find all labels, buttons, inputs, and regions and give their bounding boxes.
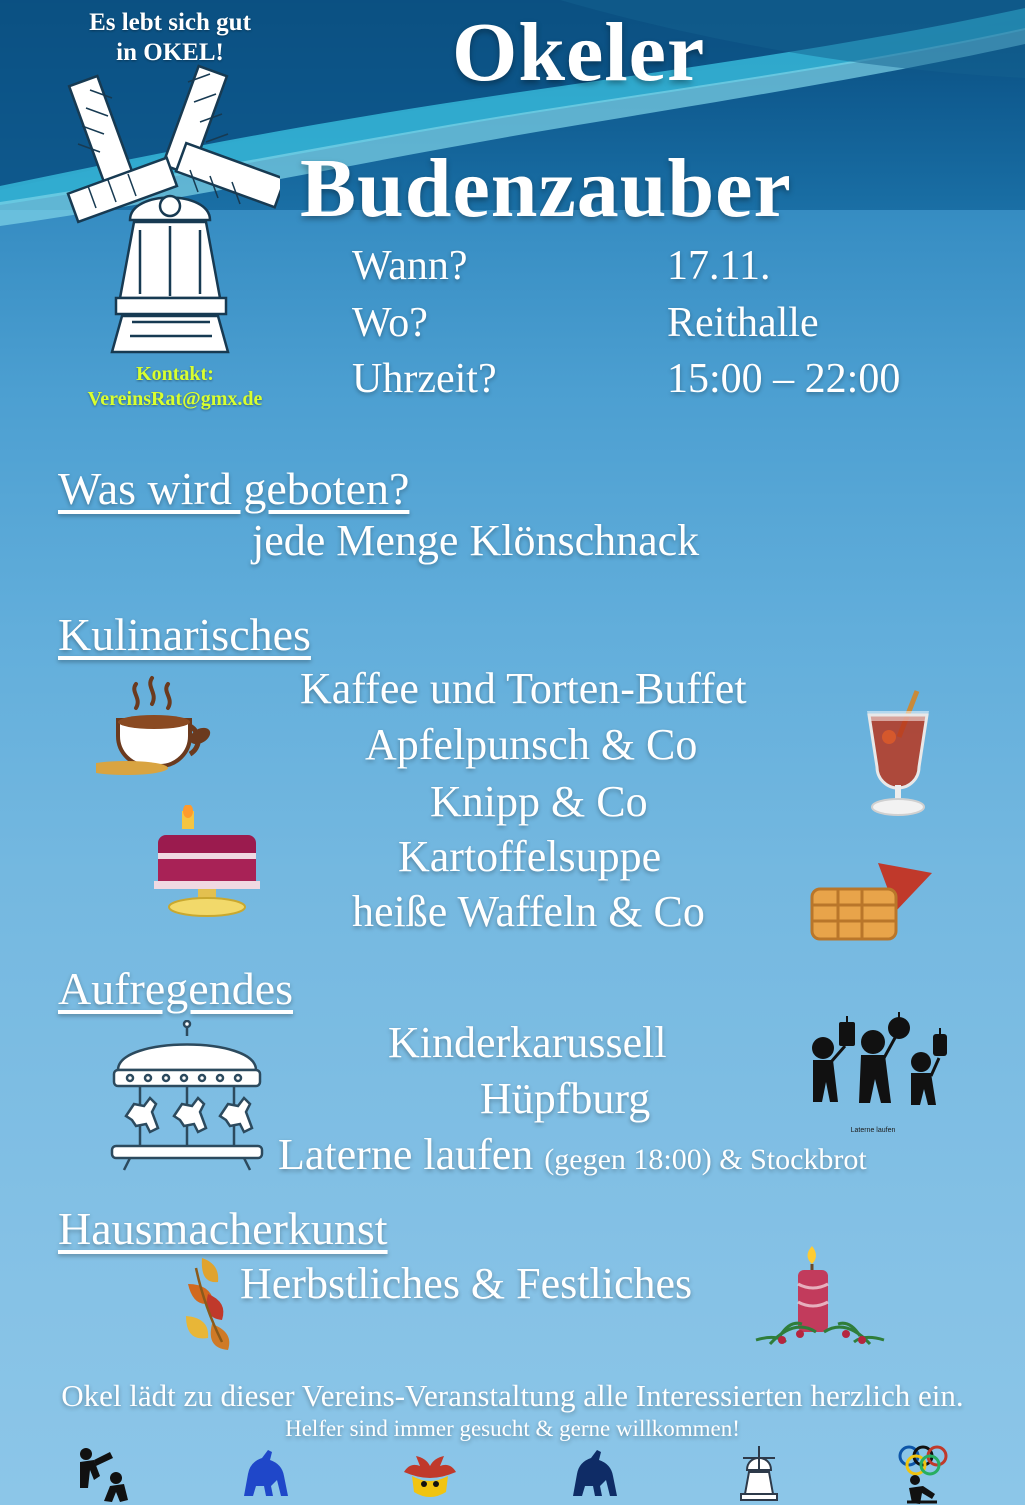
olympic-rings-icon (887, 1442, 959, 1504)
laterne-time-note: (gegen 18:00) & Stockbrot (544, 1143, 867, 1176)
section-heading-hausmacherkunst: Hausmacherkunst (58, 1203, 388, 1254)
section-heading-aufregendes: Aufregendes (58, 963, 294, 1014)
section-item-kaffee-torten: Kaffee und Torten-Buffet (300, 664, 747, 713)
svg-text:Laterne laufen: Laterne laufen (850, 1127, 896, 1134)
horse-blue-icon (230, 1442, 302, 1504)
footer-invitation: Okel lädt zu dieser Vereins-Veranstaltung alle Interessierten herzlich ein. (61, 1378, 964, 1413)
section-item-huepfburg: Hüpfburg (480, 1074, 651, 1123)
autumn-leaves-icon (178, 1250, 273, 1355)
poster-title-line-2: Budenzauber (300, 142, 792, 235)
gymnastics-icon (66, 1442, 138, 1504)
waffle-icon (800, 855, 940, 955)
detail-answer-when: 17.11. (667, 243, 771, 289)
detail-row-when (352, 238, 972, 295)
detail-question-time: Uhrzeit? (352, 356, 497, 403)
laterne-main-text: Laterne laufen (278, 1130, 534, 1179)
contact-email[interactable]: VereinsRat@gmx.de (87, 388, 263, 410)
contact-label: Kontakt: (136, 363, 214, 385)
windmill-small-icon (723, 1442, 795, 1504)
footer-icon-strip (0, 1440, 1025, 1505)
detail-row-time (352, 351, 972, 408)
lantern-children-icon (785, 1000, 960, 1150)
horse-dark-icon (559, 1442, 631, 1504)
section-item-herbstliches: Herbstliches & Festliches (240, 1259, 693, 1308)
windmill-illustration (60, 60, 280, 360)
carnival-mask-icon (394, 1442, 466, 1504)
tagline-line-2: in OKEL! (116, 38, 224, 66)
section-item-kinderkarussell: Kinderkarussell (388, 1018, 667, 1067)
section-item-laterne-laufen (278, 1129, 867, 1180)
detail-row-where (352, 295, 972, 352)
footer-helpers-note: Helfer sind immer gesucht & gerne willkommen! (285, 1416, 740, 1441)
section-item-kartoffelsuppe: Kartoffelsuppe (398, 832, 662, 881)
tagline (40, 8, 300, 67)
coffee-cup-icon (96, 668, 216, 778)
detail-answer-time: 15:00 – 22:00 (667, 356, 901, 403)
candle-decoration-icon (750, 1240, 890, 1360)
event-details (352, 238, 972, 408)
section-heading-geboten: Was wird geboten? (58, 463, 410, 514)
section-item-waffeln: heiße Waffeln & Co (352, 887, 705, 936)
punch-glass-icon (845, 685, 955, 825)
layer-cake-icon (148, 805, 266, 920)
tagline-line-1: Es lebt sich gut (89, 9, 251, 36)
detail-question-where: Wo? (352, 299, 428, 346)
detail-question-when: Wann? (352, 243, 468, 289)
section-item-apfelpunsch: Apfelpunsch & Co (365, 720, 698, 769)
section-item-knipp: Knipp & Co (430, 777, 648, 826)
section-item-kloenschnack: jede Menge Klönschnack (252, 516, 700, 565)
detail-answer-where: Reithalle (667, 299, 819, 346)
contact-block (30, 362, 320, 412)
poster-title-line-1: Okeler (452, 6, 706, 99)
section-heading-kulinarisches: Kulinarisches (58, 609, 311, 660)
carousel-icon (100, 1020, 275, 1175)
